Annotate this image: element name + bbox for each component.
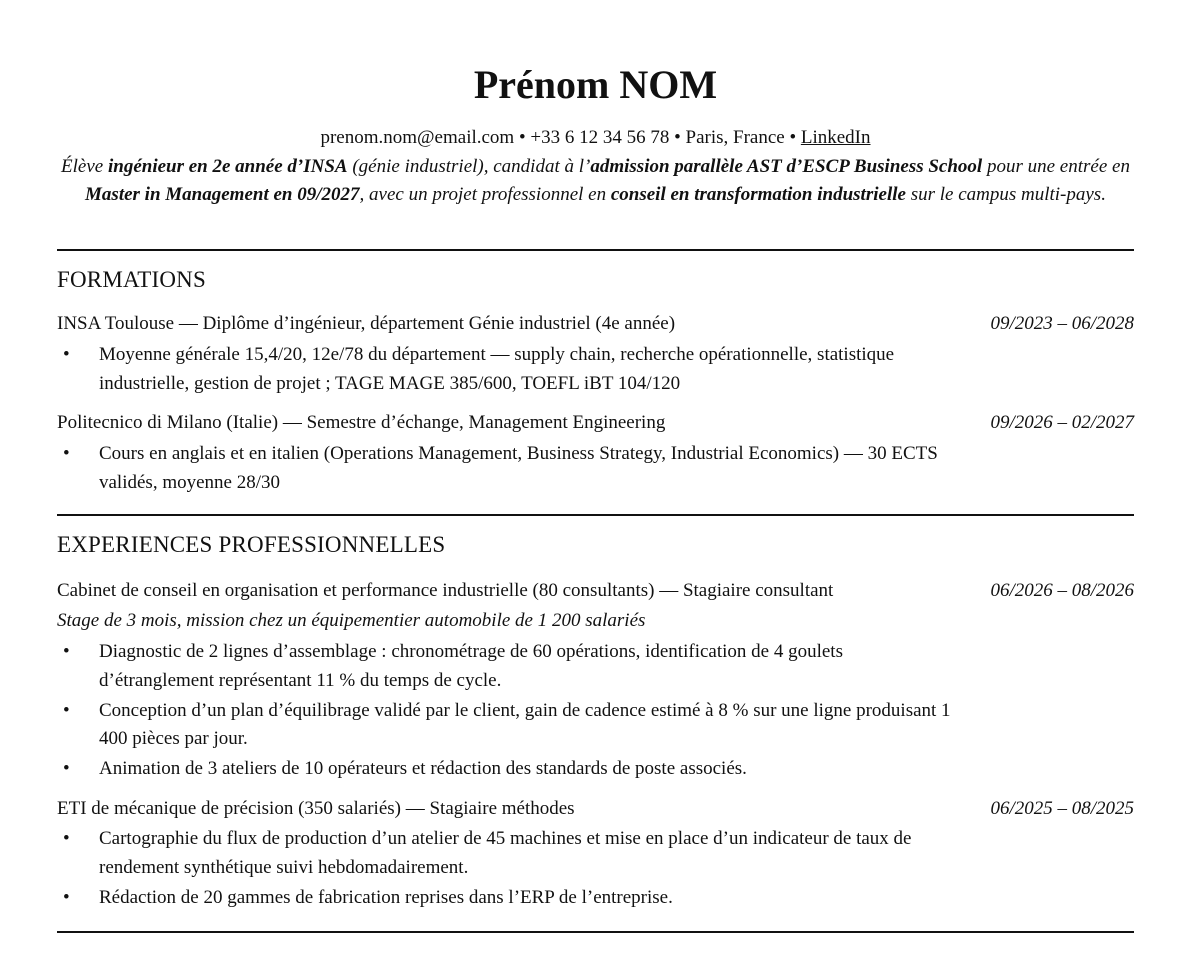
entry-bullets	[57, 825, 967, 914]
summary-highlight: admission parallèle AST d’ESCP Business School	[590, 156, 983, 177]
entry-organization: ETI de mécanique de précision (350 salariés) — Stagiaire méthodes	[57, 798, 575, 819]
contact-line	[57, 124, 1134, 151]
entry-dates: 06/2026 – 08/2026	[990, 580, 1134, 601]
separator: •	[514, 127, 531, 148]
bullet-text: Animation de 3 ateliers de 10 opérateurs et rédaction des standards de poste associés.	[99, 758, 747, 779]
section-divider	[57, 931, 1134, 933]
bullet-text: Cours en anglais et en italien (Operations Management, Business Strategy, Industrial Economics) — 30 ECTS validés, moyenne 28/30	[99, 443, 938, 493]
candidate-name: Prénom NOM	[473, 62, 718, 107]
summary-text: Élève	[61, 156, 108, 177]
bullet-glyph: •	[63, 641, 70, 662]
section-divider	[57, 514, 1134, 516]
bullet-glyph: •	[63, 699, 70, 721]
bullet-glyph: •	[63, 443, 70, 464]
summary-highlight: conseil en transformation industrielle	[610, 183, 906, 205]
bullet-glyph: •	[63, 344, 70, 365]
entry-dates: 09/2026 – 02/2027	[990, 412, 1134, 433]
summary-text: pour une entrée en	[982, 156, 1130, 177]
location: Paris, France	[685, 127, 785, 148]
summary-highlight: Master in Management en 09/2027	[85, 183, 360, 205]
section-title-formations: FORMATIONS	[57, 267, 206, 292]
bullet-glyph: •	[63, 758, 70, 779]
entry-dates: 09/2023 – 06/2028	[990, 313, 1134, 334]
bullet-text: Rédaction de 20 gammes de fabrication reprises dans l’ERP de l’entreprise.	[99, 886, 673, 908]
profile-summary	[57, 153, 1134, 208]
summary-text: , avec un projet professionnel en	[359, 183, 611, 205]
separator: •	[784, 127, 801, 148]
summary-highlight: ingénieur en 2e année d’INSA	[107, 156, 348, 177]
list-item	[57, 440, 957, 497]
list-item	[57, 884, 967, 913]
phone: +33 6 12 34 56 78	[530, 127, 670, 148]
section-divider	[57, 249, 1134, 251]
list-item	[57, 755, 957, 784]
bullet-text: Cartographie du flux de production d’un atelier de 45 machines et mise en place d’un indicateur de taux de rendement synthétique suivi hebdomadairement.	[99, 828, 912, 878]
list-item	[57, 341, 957, 398]
email: prenom.nom@email.com	[320, 127, 515, 148]
bullet-text: Diagnostic de 2 lignes d’assemblage : chronométrage de 60 opérations, identification de 4 goulets d’étranglement représentant 11 % du temps de cycle.	[99, 641, 843, 691]
summary-text: sur le campus multi-pays.	[905, 183, 1106, 205]
list-item	[57, 697, 957, 754]
bullet-text: Conception d’un plan d’équilibrage validé par le client, gain de cadence estimé à 8 % sur une ligne produisant 1 400 pièces par jour.	[99, 699, 951, 749]
linkedin-link[interactable]: LinkedIn	[800, 127, 871, 148]
entry-subtitle: Stage de 3 mois, mission chez un équipementier automobile de 1 200 salariés	[57, 610, 646, 631]
list-item	[57, 638, 957, 695]
bullet-text: Moyenne générale 15,4/20, 12e/78 du département — supply chain, recherche opérationnelle, statistique industrielle, gestion de projet ; TAGE MAGE 385/600, TOEFL iBT 104/120	[99, 344, 895, 394]
entry-organization: Politecnico di Milano (Italie) — Semestre d’échange, Management Engineering	[57, 412, 666, 433]
entry-organization: Cabinet de conseil en organisation et performance industrielle (80 consultants) — Stagiaire consultant	[57, 580, 834, 601]
summary-text: (génie industriel), candidat à l’	[347, 156, 591, 177]
bullet-glyph: •	[63, 886, 70, 908]
section-title-experiences: EXPERIENCES PROFESSIONNELLES	[57, 532, 446, 557]
list-item	[57, 825, 967, 882]
entry-organization: INSA Toulouse — Diplôme d’ingénieur, département Génie industriel (4e année)	[57, 313, 676, 334]
entry-bullets	[57, 638, 957, 785]
entry-dates: 06/2025 – 08/2025	[990, 798, 1134, 819]
entry-bullets	[57, 440, 957, 499]
separator: •	[669, 127, 686, 148]
entry-bullets	[57, 341, 957, 400]
bullet-glyph: •	[63, 828, 70, 849]
